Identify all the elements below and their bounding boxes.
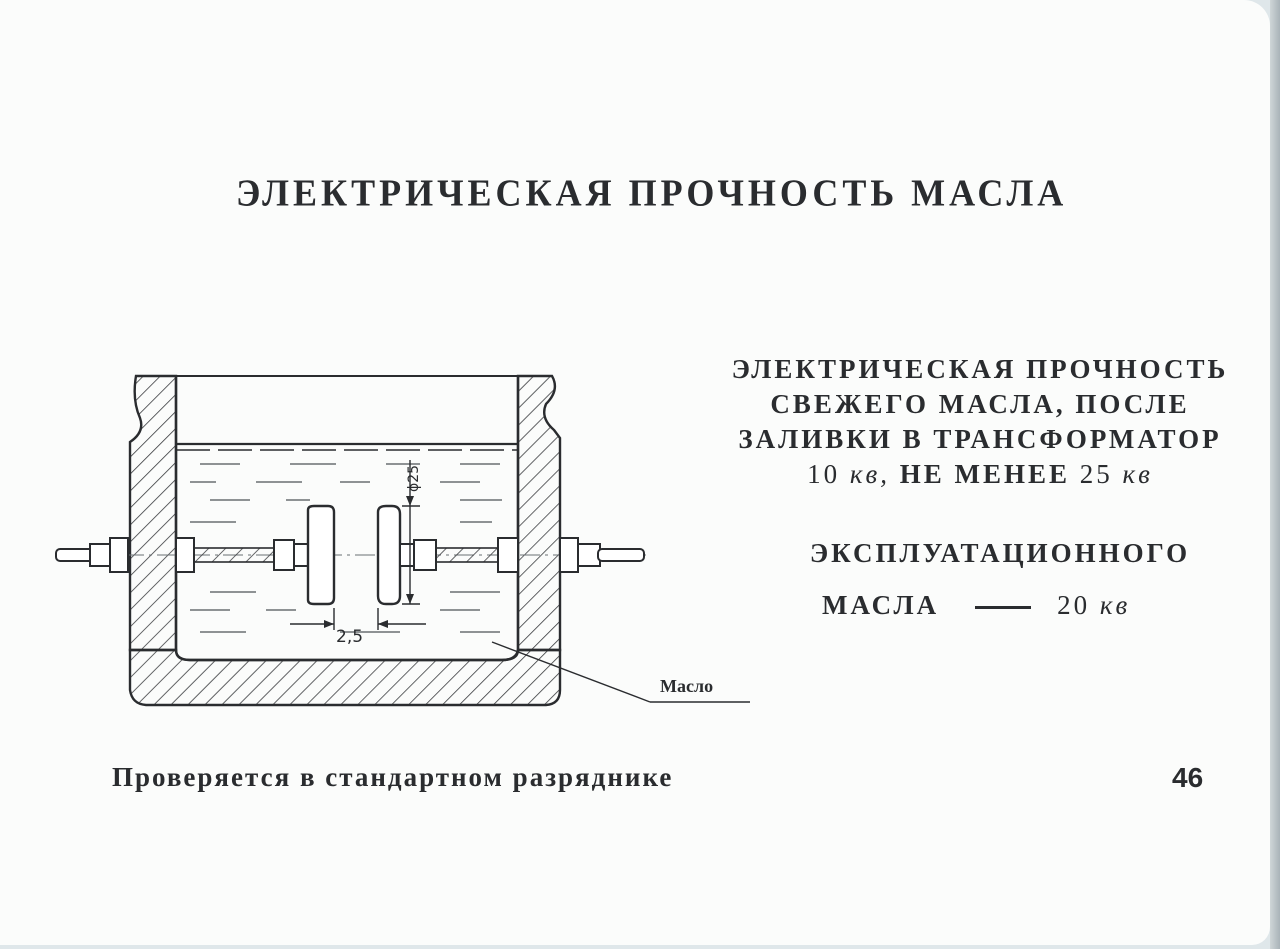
- vessel-inner-outline: [176, 376, 518, 660]
- page-number: 46: [1172, 762, 1204, 793]
- vessel-left-wall: [130, 376, 176, 650]
- slide-edge: [1270, 0, 1280, 949]
- vessel-bottom: [130, 650, 560, 705]
- dash-separator: [975, 606, 1031, 609]
- fresh-oil-line-3: ЗАЛИВКИ В ТРАНСФОРМАТОР: [738, 424, 1222, 454]
- left-electrode: [308, 506, 334, 604]
- fresh-oil-line-1: ЭЛЕКТРИЧЕСКАЯ ПРОЧНОСТЬ: [731, 354, 1229, 384]
- spark-gap-diagram: [40, 360, 780, 720]
- operational-oil-label: МАСЛА: [822, 590, 940, 620]
- left-threaded-rod: [194, 548, 274, 562]
- left-outer-nut: [90, 544, 110, 566]
- left-inner-nut: [176, 538, 194, 572]
- fresh-oil-min-value: 25: [1079, 459, 1113, 489]
- fresh-oil-voltage: 10: [807, 459, 841, 489]
- slide-title: ЭЛЕКТРИЧЕСКАЯ ПРОЧНОСТЬ МАСЛА: [236, 172, 1068, 214]
- oil-label: Масло: [660, 676, 714, 696]
- fresh-oil-line-4: [700, 457, 1260, 492]
- right-rod-outer: [598, 549, 644, 561]
- operational-oil-value: 20: [1057, 590, 1091, 620]
- diameter-dimension: ϕ25: [406, 464, 422, 492]
- vessel-right-wall: [518, 376, 560, 650]
- right-inner-nut: [498, 538, 518, 572]
- right-outer-nut: [578, 544, 600, 566]
- footer-caption: Проверяется в стандартном разряднике: [112, 762, 674, 792]
- operational-oil-unit: кв: [1099, 590, 1131, 620]
- right-threaded-rod: [436, 548, 498, 562]
- fresh-oil-min-label: НЕ МЕНЕЕ: [899, 459, 1071, 489]
- operational-oil-row: [822, 590, 1130, 621]
- fresh-oil-min-unit: кв: [1122, 459, 1153, 489]
- right-electrode: [378, 506, 400, 604]
- gap-dimension: 2,5: [336, 627, 364, 647]
- fresh-oil-voltage-unit: кв,: [849, 459, 890, 489]
- fresh-oil-line-2: СВЕЖЕГО МАСЛА, ПОСЛЕ: [770, 389, 1190, 419]
- operational-oil-heading: ЭКСПЛУАТАЦИОННОГО: [809, 538, 1191, 568]
- fresh-oil-text: [700, 352, 1260, 492]
